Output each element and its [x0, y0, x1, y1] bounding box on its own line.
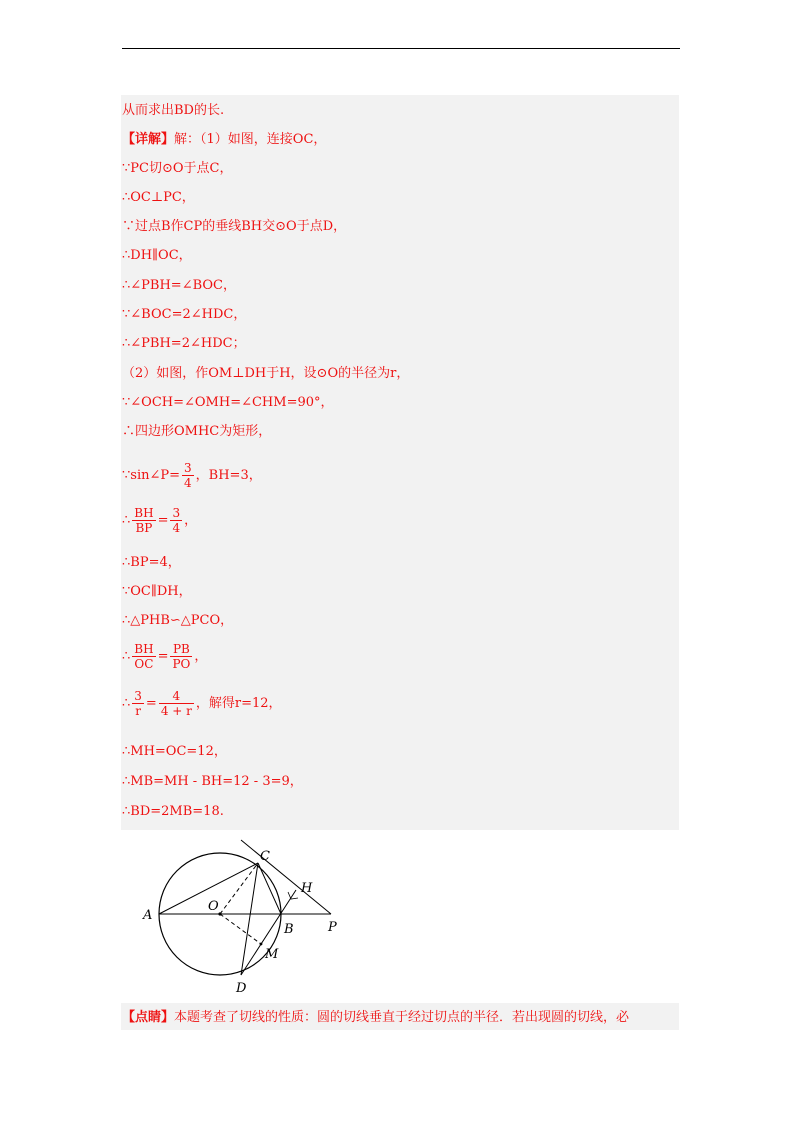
line-14-pre: ∴: [122, 513, 131, 528]
detail-tag: 【详解】: [122, 132, 175, 147]
line-22: ∴BD=2MB=18.: [122, 804, 224, 819]
label-h: H: [301, 881, 313, 896]
fraction-denominator: r: [135, 704, 141, 718]
comment-tag: 【点睛】: [122, 1010, 175, 1025]
line-13: [122, 458, 262, 494]
fraction-denominator: 4: [184, 476, 192, 490]
line-8: ∵∠BOC=2∠HDC，: [122, 307, 247, 322]
line-13-pre: ∵sin∠P=: [122, 468, 181, 483]
equals-sign: =: [157, 649, 169, 664]
line-16: ∵OC∥DH，: [122, 584, 192, 599]
line-19-post: ，解得r=12，: [195, 696, 282, 711]
line-1: 从而求出BD的长.: [122, 103, 225, 118]
fraction-denominator: PO: [172, 657, 191, 671]
label-c: C: [260, 849, 270, 864]
dashed-line-oc: [220, 863, 258, 914]
equals-sign: =: [145, 696, 157, 711]
label-p: P: [328, 920, 337, 935]
line-19-pre: ∴: [122, 696, 131, 711]
fraction-denominator: OC: [134, 657, 154, 671]
geometry-figure: [121, 832, 345, 997]
line-5: ∵过点B作CP的垂线BH交⊙O于点D，: [122, 219, 347, 234]
line-18: [122, 639, 207, 675]
label-d: D: [236, 981, 247, 996]
fraction-4-4r: [159, 689, 194, 718]
fraction-denominator: 4 + r: [160, 704, 192, 718]
line-21: ∴MB=MH - BH=12 - 3=9，: [122, 774, 303, 789]
line-13-post: ，BH=3，: [195, 468, 262, 483]
fraction-denominator: 4: [172, 521, 181, 535]
label-a: A: [143, 908, 153, 923]
line-23-text: 本题考查了切线的性质：圆的切线垂直于经过切点的半径．若出现圆的切线，必: [174, 1010, 630, 1025]
line-9: ∴∠PBH=2∠HDC；: [122, 336, 246, 351]
fraction-3-r: [132, 689, 144, 718]
fraction-3-4: [182, 461, 194, 490]
line-2: [122, 130, 326, 150]
line-15: ∴BP=4，: [122, 555, 181, 570]
fraction-numerator: 3: [172, 506, 181, 520]
fraction-denominator: BP: [135, 521, 153, 535]
point-o: [218, 912, 221, 915]
line-3: ∵PC切⊙O于点C，: [122, 161, 233, 176]
fraction-bh-oc: [132, 642, 155, 671]
label-m: M: [265, 947, 279, 962]
label-b: B: [284, 922, 294, 937]
line-17: ∴△PHB∽△PCO，: [122, 613, 234, 628]
line-23: [122, 1008, 629, 1028]
line-19: [122, 686, 282, 722]
line-18-post: ，: [194, 649, 208, 664]
equals-sign: =: [157, 513, 169, 528]
fraction-bh-bp: [132, 506, 155, 535]
line-6: ∴DH∥OC，: [122, 248, 192, 263]
line-cd: [241, 863, 258, 975]
line-18-pre: ∴: [122, 649, 131, 664]
fraction-3-4: [170, 506, 182, 535]
line-20: ∴MH=OC=12，: [122, 744, 227, 759]
line-4: ∴OC⊥PC，: [122, 190, 195, 205]
dashed-line-om: [220, 914, 261, 944]
fraction-pb-po: [170, 642, 192, 671]
point-m: [260, 943, 263, 946]
fraction-numerator: 3: [134, 689, 142, 703]
line-10: （2）如图，作OM⊥DH于H，设⊙O的半径为r，: [122, 366, 410, 381]
fraction-numerator: 3: [184, 461, 192, 475]
header-rule: [122, 48, 680, 49]
fraction-numerator: 4: [159, 689, 194, 704]
fraction-numerator: BH: [134, 506, 154, 520]
line-11: ∵∠OCH=∠OMH=∠CHM=90°，: [122, 395, 334, 410]
line-12: ∴四边形OMHC为矩形，: [122, 424, 272, 439]
tangent-line-pc: [241, 840, 331, 914]
fraction-numerator: PB: [170, 642, 192, 657]
line-14: [122, 503, 197, 539]
label-o: O: [208, 899, 219, 914]
fraction-numerator: BH: [134, 642, 154, 656]
line-2-text: 解：（1）如图，连接OC，: [174, 132, 327, 147]
line-7: ∴∠PBH=∠BOC，: [122, 278, 236, 293]
line-14-post: ，: [184, 513, 198, 528]
